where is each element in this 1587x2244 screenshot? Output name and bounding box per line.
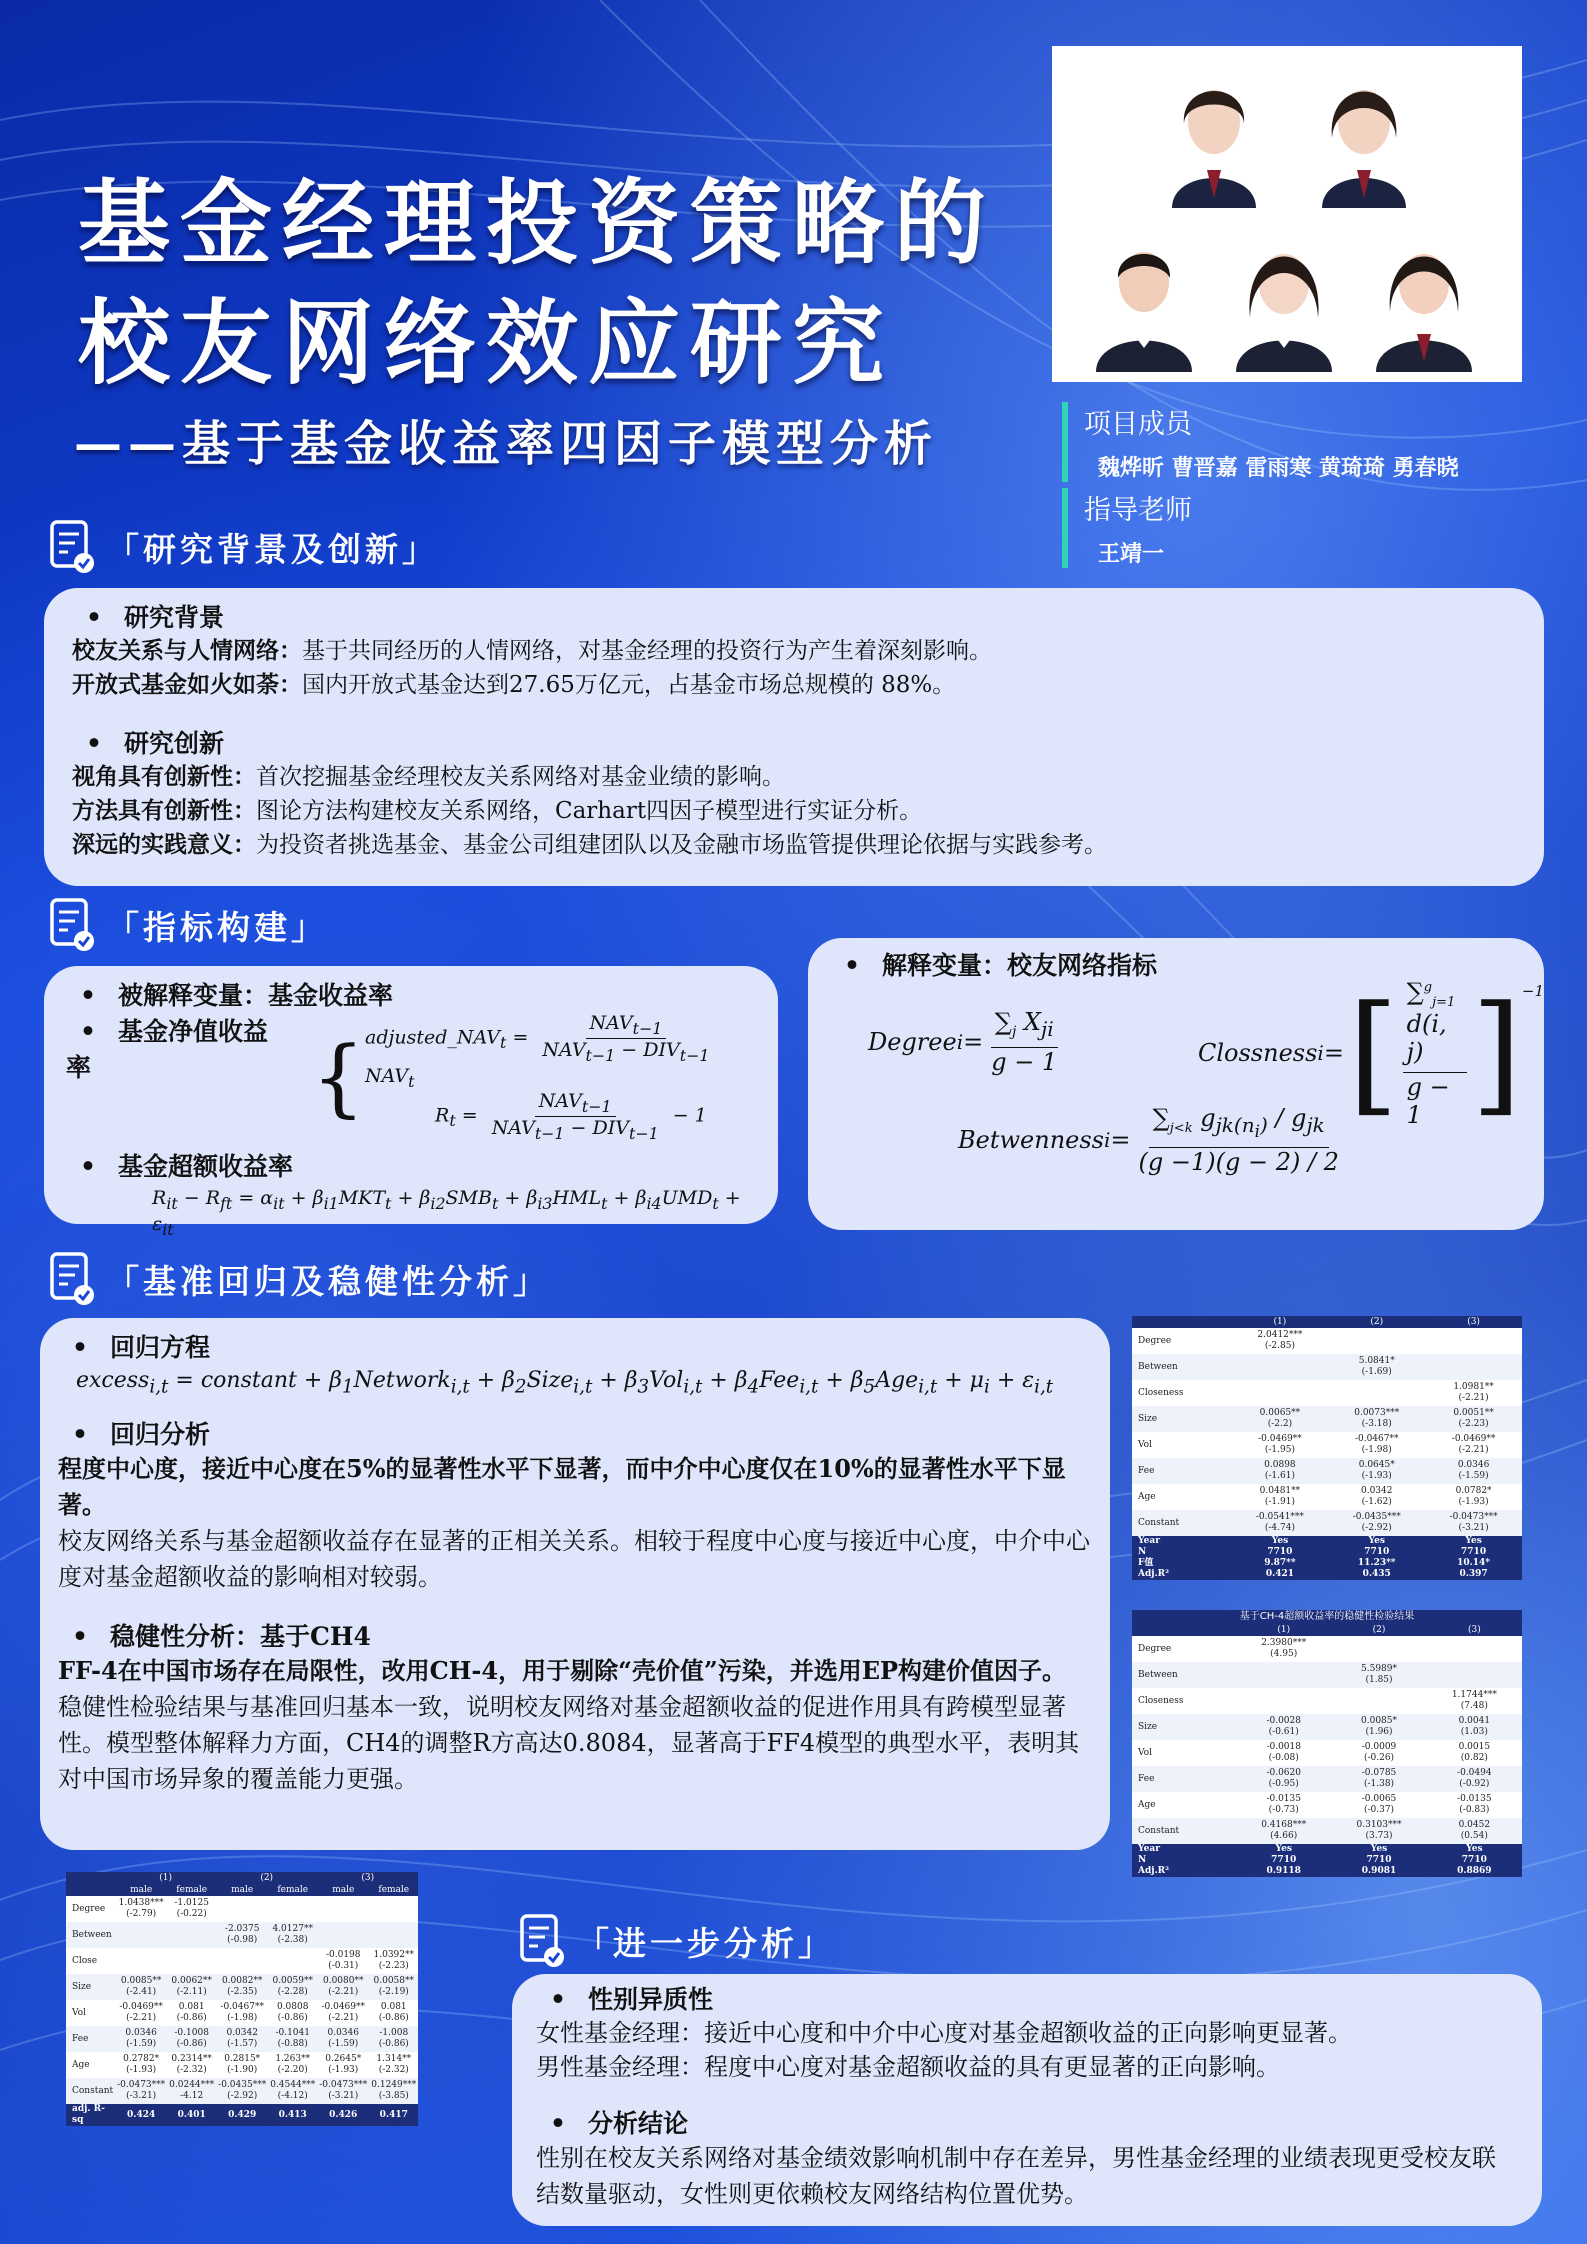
further-analysis-card [512, 1974, 1542, 2226]
nav-title: • 基金净值收益率 [66, 1012, 288, 1084]
dep-title: • 被解释变量：基金收益率 [66, 976, 756, 1012]
nav-formula: { $adjusted\_NAV_t$ = $\frac{NAV_{t-1}}{NAV_{t-1} - DIV_{t-1}}$ $NAV_t$ $R_t$ = $\frac{NAV_{t-1}}{NAV_{t-1} - DIV_{t-1}}$ − 1 [311, 1012, 710, 1143]
table-footer-row: Adj.R² 0.421 0.435 0.397 [1132, 1569, 1522, 1580]
gender-line: 男性基金经理：程度中心度对基金超额收益的具有更显著的正向影响。 [536, 2053, 1280, 2081]
document-check-icon [518, 1912, 568, 1970]
table-row: Age -0.0135 (-0.73) -0.0065 (-0.37) -0.0135 (-0.83) [1138, 1794, 1492, 1815]
robust-bold: FF-4在中国市场存在局限性，改用CH-4，用于剔除“壳价值”污染，并选用EP构建价值因子。 [58, 1656, 1067, 1686]
table-row: Fee -0.0620 (-0.95) -0.0785 (-1.38) -0.0494 (-0.92) [1132, 1766, 1522, 1792]
excess-title: • 基金超额收益率 [66, 1147, 756, 1183]
table-row: Fee 0.0898 (-1.61) 0.0645* (-1.93) 0.0346 (-1.59) [1132, 1458, 1522, 1484]
section-index-heading: 「指标构建」 [48, 896, 328, 954]
table-row: Size -0.0028 (-0.61) 0.0085* (1.96) 0.0041 (1.03) [1132, 1714, 1522, 1740]
document-check-icon [48, 1250, 98, 1308]
avatar [1152, 58, 1276, 208]
inn-line: 视角具有创新性：首次挖掘基金经理校友关系网络对基金业绩的影响。 [72, 763, 785, 790]
advisor-name: 王靖一 [1098, 542, 1165, 567]
table-row: Degree 2.0412*** (-2.85) [1138, 1330, 1303, 1351]
table-row: Constant 0.4168*** (4.66) 0.3103*** (3.73) 0.0452 (0.54) [1132, 1818, 1522, 1844]
section-background-heading: 「研究背景及创新」 [48, 518, 439, 576]
eq-title: • 回归方程 [58, 1328, 1092, 1364]
table-row: Between -2.0375 (-0.98) 4.0127** (-2.38) [66, 1922, 418, 1948]
section-regression-heading: 「基准回归及稳健性分析」 [48, 1250, 550, 1308]
table-row: Constant -0.0541*** (-4.74) -0.0435*** (-2.92) -0.0473*** (-3.21) [1132, 1510, 1522, 1536]
member-photos [1052, 46, 1522, 382]
table-footer-row: F值 9.87** 11.23** 10.14* [1132, 1558, 1522, 1569]
subtitle: ——基于基金收益率四因子模型分析 [74, 416, 939, 472]
advisor-block [1062, 488, 1192, 568]
robustness-table [1132, 1610, 1522, 1877]
document-check-icon [48, 518, 98, 576]
members-names: 魏烨昕 曹晋嘉 雷雨寒 黄琦琦 勇春晓 [1098, 456, 1459, 481]
baseline-regression-table [1132, 1316, 1522, 1580]
table-header: (1) (2) (3) [1132, 1624, 1522, 1636]
table-row: Vol -0.0469** (-2.21) 0.081 (-0.86) -0.0467** (-1.98) 0.0808 (-0.86) -0.0469** (-2.21) 0.081 (-0.86) [72, 2002, 409, 2023]
bg-line: 开放式基金如火如荼：国内开放式基金达到27.65万亿元，占基金市场总规模的 88%。 [72, 671, 956, 698]
table-row: Degree 1.0438*** (-2.79) -1.0125 (-0.22) [72, 1898, 209, 1919]
table-row: Between 5.0841* (-1.69) [1132, 1354, 1522, 1380]
avatar [1222, 222, 1346, 372]
inn-line: 深远的实践意义：为投资者挑选基金、基金公司组建团队以及金融市场监管提供理论依据与实践参考。 [72, 831, 1107, 858]
project-members [1062, 402, 1459, 482]
table-row: Degree 2.3980*** (4.95) [1138, 1638, 1307, 1659]
gender-table [66, 1872, 416, 2126]
explain-title: • 解释变量：校友网络指标 [830, 946, 1522, 982]
betweenness-formula: Betwenness i = $\frac{\sum_{j<k} g_{jk(n_i)} / g_{jk}}{(g -1)(g - 2) / 2}$ [958, 1104, 1339, 1176]
excess-formula: $R_{it} - R_{ft} = \alpha_{it} + \beta_{i1}MKT_t + \beta_{i2}SMB_t + \beta_{i3}HML_t + \beta_{i4}UMD_t + \varepsilon_{it}$ [152, 1186, 741, 1239]
document-check-icon [48, 896, 98, 954]
inn-line: 方法具有创新性：图论方法构建校友关系网络，Carhart四因子模型进行实证分析。 [72, 797, 923, 824]
table-row: Age 0.0481** (-1.91) 0.0342 (-1.62) 0.0782* (-1.93) [1138, 1486, 1492, 1507]
bg-line: 校友关系与人情网络：基于共同经历的人情网络，对基金经理的投资行为产生着深刻影响。 [72, 637, 992, 664]
avatar [1362, 222, 1486, 372]
analysis-text: 校友网络关系与基金超额收益存在显著的正相关关系。相较于程度中心度与接近中心度，中介中心度对基金超额收益的影响相对较弱。 [58, 1527, 1090, 1592]
conclusion-title: • 分析结论 [536, 2104, 1518, 2140]
analysis-bold: 程度中心度，接近中心度在5%的显著性水平下显著，而中介中心度仅在10%的显著性水平下显著。 [58, 1454, 1066, 1520]
table-row: Size 0.0065** (-2.2) 0.0073*** (-3.18) 0.0051** (-2.23) [1132, 1406, 1522, 1432]
advisor-label: 指导老师 [1084, 495, 1192, 526]
table-row: Constant -0.0473*** (-3.21) 0.0244*** -4.12 -0.0435*** (-2.92) 0.4544*** (-4.12) -0.0473*** (-3.21) 0.1249*** (-3.85) [66, 2078, 418, 2104]
bg-title: • 研究背景 [72, 598, 1516, 634]
title-line-2: 校友网络效应研究 [78, 289, 895, 397]
table-group-header: (1) (2) (3) [66, 1872, 418, 1884]
title-line-1: 基金经理投资策略的 [78, 169, 997, 277]
table-row: Fee 0.0346 (-1.59) -0.1008 (-0.86) 0.0342 (-1.57) -0.1041 (-0.88) 0.0346 (-1.59) -1.008 (-0.86) [66, 2026, 418, 2052]
table-row: Closeness 1.0981** (-2.21) [1138, 1382, 1494, 1403]
table-row: Age 0.2782* (-1.93) 0.2314** (-2.32) 0.2815* (-1.90) 1.263** (-2.20) 0.2645* (-1.93) 1.314** (-2.32) [72, 2054, 412, 2075]
table-footer-row: adj. R-sq 0.424 0.401 0.429 0.413 0.426 0.417 [66, 2104, 418, 2126]
robust-text: 稳健性检验结果与基准回归基本一致，说明校友网络对基金超额收益的促进作用具有跨模型显著性。模型整体解释力方面，CH4的调整R方高达0.8084，显著高于FF4模型的典型水平，表明其对中国市场异象的覆盖能力更强。 [58, 1693, 1080, 1794]
dependent-variable-card [44, 966, 778, 1239]
table-footer-row: N 7710 7710 7710 [1132, 1855, 1522, 1866]
table-header: male female male female male female [66, 1884, 418, 1896]
table-row: Closeness 1.1744*** (7.48) [1138, 1690, 1497, 1711]
closeness-formula: Clossness i = [ $\frac{\sum^g_{j=1} d(i, j)}{g - 1}$ ] $^{-1}$ [1198, 977, 1544, 1130]
gender-line: 女性基金经理：接近中心度和中介中心度对基金超额收益的正向影响更显著。 [536, 2019, 1352, 2047]
background-card [44, 588, 1544, 886]
explanatory-variable-card [808, 938, 1544, 1230]
regression-card [40, 1318, 1110, 1850]
innovation-title: • 研究创新 [72, 724, 1516, 760]
table-row: Size 0.0085** (-2.41) 0.0062** (-2.11) 0.0082** (-2.35) 0.0059** (-2.28) 0.0080** (-2.21) 0.0058** (-2.19) [66, 1974, 418, 2000]
robustness-table-title: 基于CH-4超额收益率的稳健性检验结果 [1132, 1610, 1522, 1624]
table-footer-row: N 7710 7710 7710 [1132, 1547, 1522, 1558]
table-row: Vol -0.0018 (-0.08) -0.0009 (-0.26) 0.0015 (0.82) [1138, 1742, 1491, 1763]
regression-equation: excess$_{i,t}$ = constant + $\beta_1Network_{i,t}$ + $\beta_2Size_{i,t} + \beta_3Vol_{i,t} + \beta_4Fee_{i,t} + \beta_5Age_{i,t} + \mu_i + \varepsilon_{i,t}$ [76, 1368, 1054, 1398]
table-footer-row: Year Yes Yes Yes [1132, 1536, 1522, 1547]
robust-title: • 稳健性分析：基于CH4 [58, 1617, 1092, 1653]
conclusion-text: 性别在校友关系网络对基金绩效影响机制中存在差异，男性基金经理的业绩表现更受校友联结数量驱动，女性则更依赖校友网络结构位置优势。 [536, 2144, 1496, 2208]
table-header: (1) (2) (3) [1132, 1316, 1522, 1328]
degree-formula: Degree i = $\frac{\sum_j X_{ji}}{g - 1}$ [868, 1008, 1058, 1076]
avatar [1302, 58, 1426, 208]
members-label: 项目成员 [1084, 409, 1192, 440]
table-row: Vol -0.0469** (-1.95) -0.0467** (-1.98) -0.0469** (-2.21) [1138, 1434, 1496, 1455]
table-footer-row: Adj.R² 0.9118 0.9081 0.8869 [1132, 1866, 1522, 1877]
gender-title: • 性别异质性 [536, 1980, 1518, 2016]
table-row: Between 5.5989* (1.85) [1132, 1662, 1522, 1688]
section-further-heading: 「进一步分析」 [518, 1912, 835, 1970]
analysis-title: • 回归分析 [58, 1415, 1092, 1451]
table-footer-row: Year Yes Yes Yes [1132, 1844, 1522, 1855]
avatar [1082, 222, 1206, 372]
table-row: Close -0.0198 (-0.31) 1.0392** (-2.23) [72, 1950, 415, 1971]
